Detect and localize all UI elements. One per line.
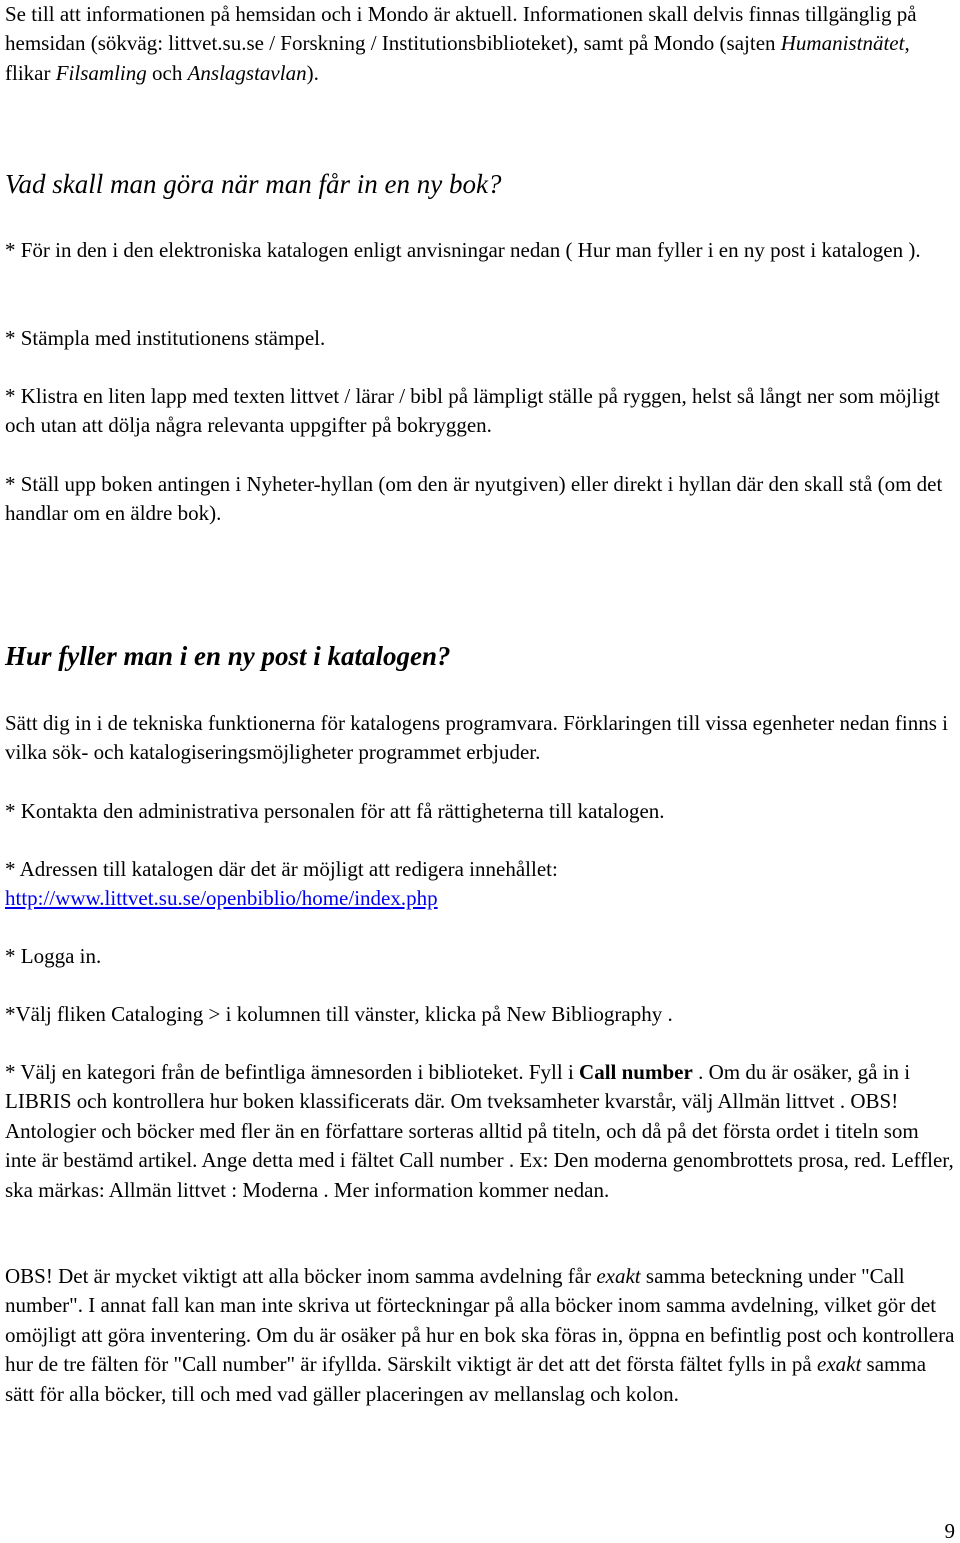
address-paragraph <box>5 855 955 914</box>
list-item: * Klistra en liten lapp med texten littvet / lärar / bibl på lämpligt ställe på ryggen, helst så långt ner som möjligt och utan att dölja några relevanta uppgifter på bokryggen. <box>5 384 940 438</box>
obs-text: samma beteckning under "Call number". I annat fall kan man inte skriva ut förteckningar på alla böcker inom samma avdelning, vilket gör det omöjligt att göra inventering. Om du är osäker på hur en bok ska föras in, öppna en befintlig post och kontrollera hur de tre fälten för "Call number" är ifyllda. Särskilt viktigt är det att det första fältet fylls in på <box>5 1264 955 1377</box>
call-number-term: Call number <box>579 1060 693 1084</box>
intro-text: ). <box>306 60 319 85</box>
section-heading: Vad skall man göra när man får in en ny bok? <box>5 169 502 199</box>
page-number: 9 <box>944 1519 955 1543</box>
emphasis: exakt <box>817 1352 862 1377</box>
category-text: * Välj en kategori från de befintliga ämnesorden i biblioteket. Fyll i <box>5 1060 580 1084</box>
emphasis: exakt <box>596 1264 641 1288</box>
obs-text: OBS! Det är mycket viktigt att alla böcker inom samma avdelning får <box>5 1264 597 1288</box>
obs-text: samma sätt för alla böcker, till och med vad gäller placeringen av mellanslag och kolon. <box>5 1352 927 1406</box>
intro-tab-name: Filsamling <box>55 60 147 85</box>
list-item: *Välj fliken Cataloging > i kolumnen till vänster, klicka på New Bibliography . <box>5 1002 673 1026</box>
obs-paragraph <box>5 1262 955 1409</box>
intro-text: Se till att informationen på hemsidan och i Mondo är aktuell. Informationen skall delvis finnas tillgänglig på hemsidan (sökväg: littvet.su.se / Forskning / Institutionsbiblioteket), samt på Mondo (sajten <box>5 2 917 56</box>
list-item: * Ställ upp boken antingen i Nyheter-hyllan (om den är nyutgiven) eller direkt i hyllan där den skall stå (om det handlar om en äldre bok). <box>5 472 943 526</box>
intro-text: och <box>146 60 188 85</box>
intro-site-name: Humanistnätet <box>780 31 905 56</box>
list-item: * Stämpla med institutionens stämpel. <box>5 326 326 350</box>
intro-text: , flikar <box>5 31 910 85</box>
category-text: . Om du är osäker, gå in i LIBRIS och kontrollera hur boken klassificerats där. Om tveksamheter kvarstår, välj Allmän littvet . OBS! Antologier och böcker med fler än en författare sorteras alltid på titeln, och då på det första ordet i titeln som inte är bestämd artikel. Ange detta med i fältet Call number . Ex: Den moderna genombrottets prosa, red. Leffler, ska märkas: Allmän littvet : Moderna . Mer information kommer nedan. <box>5 1060 954 1202</box>
list-item: * För in den i den elektroniska katalogen enligt anvisningar nedan ( Hur man fyller i en ny post i katalogen ). <box>5 238 921 262</box>
list-item: * Kontakta den administrativa personalen för att få rättigheterna till katalogen. <box>5 799 665 823</box>
catalog-link[interactable]: http://www.littvet.su.se/openbiblio/home/index.php <box>5 886 438 911</box>
address-label: * Adressen till katalogen där det är möjligt att redigera innehållet: <box>5 857 558 881</box>
intro-paragraph <box>5 0 955 88</box>
category-paragraph <box>5 1058 955 1205</box>
list-item: * Logga in. <box>5 944 102 968</box>
intro-tab-name: Anslagstavlan <box>187 60 307 85</box>
section-heading: Hur fyller man i en ny post i katalogen? <box>5 641 451 671</box>
section-intro: Sätt dig in i de tekniska funktionerna för katalogens programvara. Förklaringen till vissa egenheter nedan finns i vilka sök- och katalogiseringsmöjligheter programmet erbjuder. <box>5 711 948 765</box>
